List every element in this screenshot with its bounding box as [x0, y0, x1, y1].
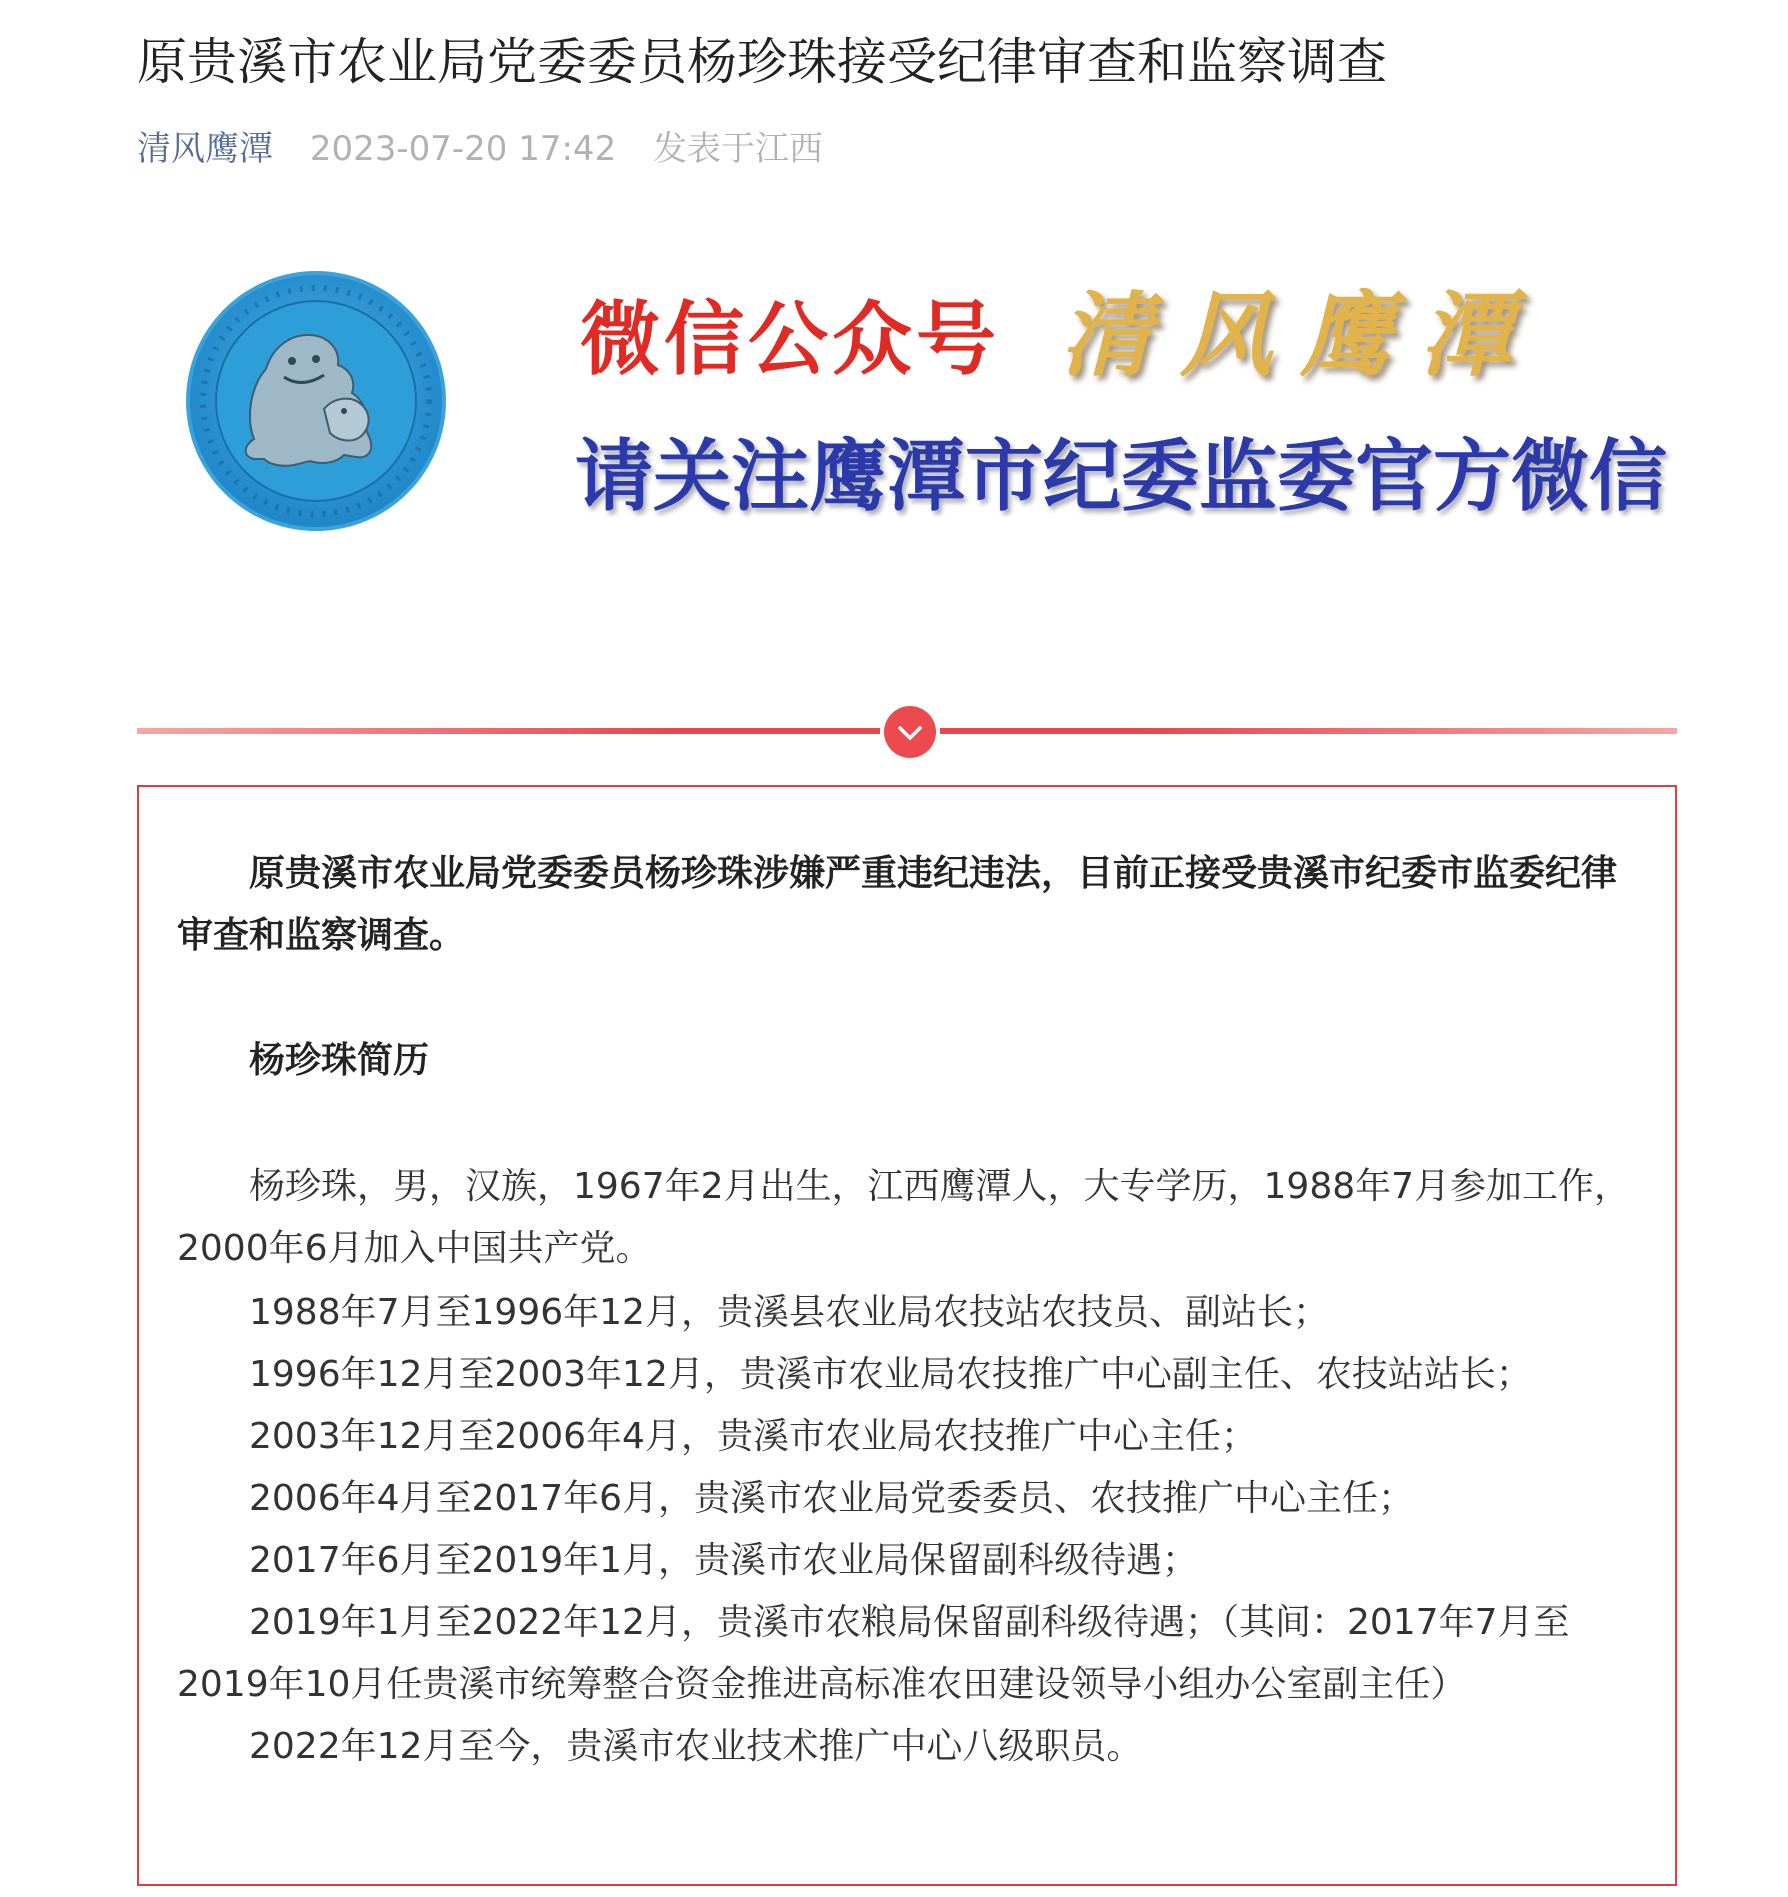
article-meta	[137, 126, 823, 172]
publish-location: 发表于江西	[653, 129, 824, 169]
career-list	[177, 1282, 1637, 1778]
banner-wechat-label: 微信公众号	[580, 293, 1000, 386]
bio-paragraph: 杨珍珠，男，汉族，1967年2月出生，江西鹰潭人，大专学历，1988年7月参加工作，2000年6月加入中国共产党。	[177, 1166, 1631, 1269]
career-item: 2006年4月至2017年6月，贵溪市农业局党委委员、农技推广中心主任；	[249, 1478, 1415, 1519]
article-title: 原贵溪市农业局党委委员杨珍珠接受纪律审查和监察调查	[137, 33, 1387, 91]
disciplinary-commission-emblem-icon	[184, 269, 448, 533]
career-item: 2017年6月至2019年1月，贵溪市农业局保留副科级待遇；	[249, 1540, 1199, 1581]
publish-date: 2023-07-20 17:42	[309, 129, 617, 169]
lead-paragraph: 原贵溪市农业局党委委员杨珍珠涉嫌严重违纪违法，目前正接受贵溪市纪委市监委纪律审查和监察调查。	[177, 853, 1618, 956]
banner-follow-text: 请关注鹰潭市纪委监委官方微信	[575, 432, 1668, 522]
career-item: 1988年7月至1996年12月，贵溪县农业局农技站农技员、副站长；	[249, 1292, 1329, 1333]
resume-heading: 杨珍珠简历	[249, 1040, 430, 1081]
career-item: 1996年12月至2003年12月，贵溪市农业局农技推广中心副主任、农技站站长；	[249, 1354, 1532, 1395]
banner-brand-name: 清风鹰潭	[1060, 281, 1541, 389]
career-item: 2003年12月至2006年4月，贵溪市农业局农技推广中心主任；	[249, 1416, 1257, 1457]
article-body-frame	[137, 785, 1677, 1886]
career-item: 2019年1月至2022年12月，贵溪市农粮局保留副科级待遇；（其间：2017年7月至2019年10月任贵溪市统筹整合资金推进高标准农田建设领导小组办公室副主任）	[177, 1602, 1570, 1705]
banner-headline	[580, 281, 1541, 390]
wechat-banner	[170, 255, 1668, 555]
chevron-down-icon	[884, 706, 936, 758]
author-link[interactable]: 清风鹰潭	[137, 129, 273, 169]
career-item: 2022年12月至今，贵溪市农业技术推广中心八级职员。	[249, 1726, 1143, 1767]
